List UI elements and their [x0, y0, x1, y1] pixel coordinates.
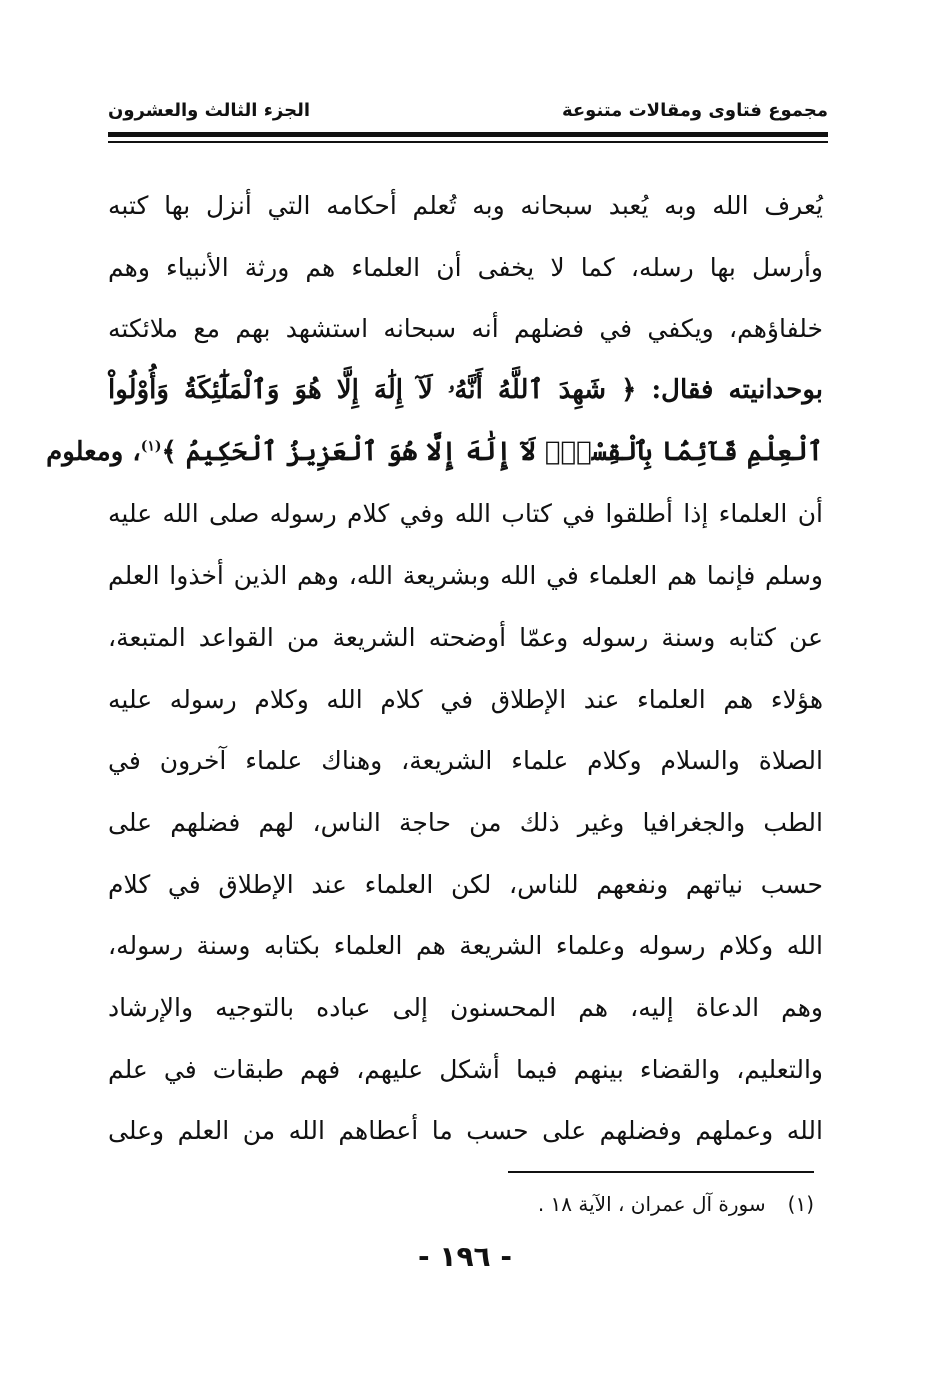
header-rule-thick	[108, 132, 828, 137]
running-header	[108, 92, 828, 128]
body-line: أن العلماء إذا أطلقوا في كتاب الله وفي كلام رسوله صلى الله عليه	[108, 499, 823, 529]
body-line: خلفاؤهم، ويكفي في فضلهم أنه سبحانه استشهد بهم مع ملائكته	[108, 314, 823, 344]
body-line: وسلم فإنما هم العلماء في الله وبشريعة الله، وهم الذين أخذوا العلم	[108, 561, 823, 591]
header-rule-thin	[108, 141, 828, 143]
body-line: الله وعملهم وفضلهم على حسب ما أعطاهم الله من العلم وعلى	[108, 1116, 823, 1146]
footnote-reference[interactable]: (١)	[140, 438, 162, 455]
body-line: وأرسل بها رسله، كما لا يخفى أن العلماء هم ورثة الأنبياء وهم	[108, 252, 823, 282]
footnote-number: (١)	[787, 1192, 814, 1216]
footnote	[420, 1192, 814, 1216]
body-text-continuation: ، ومعلوم	[46, 436, 141, 467]
book-title: مجموع فتاوى ومقالات متنوعة	[561, 99, 828, 121]
page-number: - ١٩٦ -	[417, 1240, 513, 1273]
body-line: هؤلاء هم العلماء عند الإطلاق في كلام الله وكلام رسوله عليه	[108, 684, 823, 714]
body-text	[46, 175, 823, 1162]
volume-label: الجزء الثالث والعشرون	[108, 99, 311, 121]
footnote-separator	[508, 1171, 814, 1173]
body-line: يُعرف الله وبه يُعبد سبحانه وبه تُعلم أحكامه التي أنزل بها كتبه	[108, 191, 823, 220]
body-line: الصلاة والسلام وكلام علماء الشريعة، وهناك علماء آخرون في	[108, 746, 823, 776]
body-line: عن كتابه وسنة رسوله وعمّا أوضحته الشريعة من القواعد المتبعة،	[108, 622, 823, 652]
body-line: حسب نياتهم ونفعهم للناس، لكن العلماء عند الإطلاق في كلام	[108, 869, 823, 899]
body-line: الطب والجغرافيا وغير ذلك من حاجة الناس، لهم فضلهم على	[108, 807, 823, 837]
quran-verse-line	[46, 422, 823, 484]
quran-verse-line: بوحدانيته فقال: ﴿ شَهِدَ ٱللَّهُ أَنَّهُۥ لَآ إِلَٰهَ إِلَّا هُوَ وَٱلْمَلَٰٓئِكَةُ وَأُوْلُواْ	[108, 375, 823, 406]
quran-verse-text: ٱلْعِلْمِ قَآئِمَۢا بِٱلْقِسْطِۚ لَآ إِلَٰهَ إِلَّا هُوَ ٱلْعَزِيزُ ٱلْحَكِيمُ ﴾	[161, 436, 823, 467]
body-line: والتعليم، والقضاء بينهم فيما أشكل عليهم، فهم طبقات في علم	[108, 1054, 823, 1084]
body-line: وهم الدعاة إليه، هم المحسنون إلى عباده بالتوجيه والإرشاد	[108, 992, 823, 1022]
body-line: الله وكلام رسوله وعلماء الشريعة هم العلماء بكتابه وسنة رسوله،	[108, 931, 823, 961]
footnote-text: سورة آل عمران ، الآية ١٨ .	[537, 1192, 766, 1216]
